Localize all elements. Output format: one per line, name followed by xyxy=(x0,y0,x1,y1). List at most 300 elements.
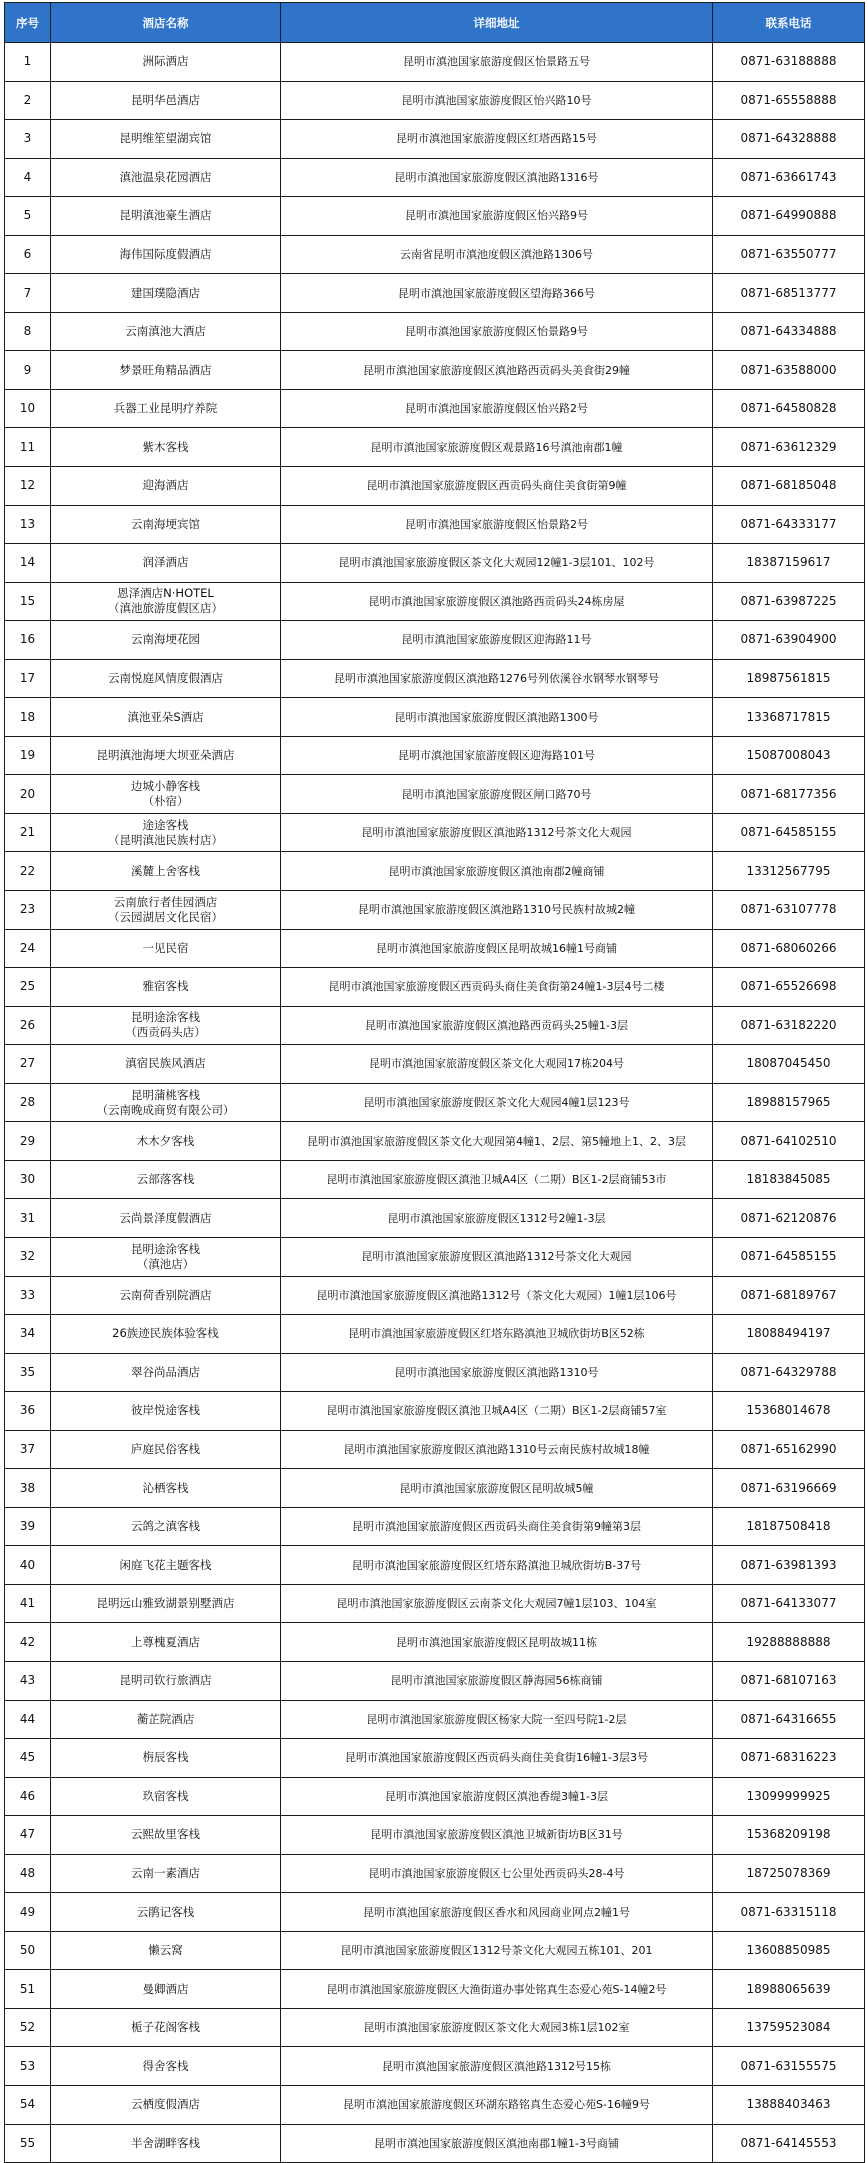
phone-cell: 0871-68107163 xyxy=(713,1661,865,1700)
hotel-name-line: 半舍湖畔客栈 xyxy=(131,2135,200,2150)
row-index: 32 xyxy=(5,1237,51,1276)
hotel-name-cell xyxy=(51,1160,281,1199)
table-row xyxy=(5,1546,865,1585)
address-cell: 昆明市滇池国家旅游度假区静海园56栋商铺 xyxy=(281,1661,713,1700)
address-cell: 昆明市滇池国家旅游度假区滇池路西贡码头24栋房屋 xyxy=(281,582,713,621)
table-row xyxy=(5,2008,865,2047)
hotel-name-cell xyxy=(51,312,281,351)
row-index: 7 xyxy=(5,274,51,313)
phone-cell: 15087008043 xyxy=(713,736,865,775)
row-index: 40 xyxy=(5,1546,51,1585)
phone-cell: 0871-63987225 xyxy=(713,582,865,621)
address-cell: 昆明市滇池国家旅游度假区西贡码头商住美食街16幢1-3层3号 xyxy=(281,1739,713,1778)
phone-cell: 0871-63196669 xyxy=(713,1469,865,1508)
phone-cell: 0871-64990888 xyxy=(713,197,865,236)
address-cell: 昆明市滇池国家旅游度假区滇池卫城A4区（二期）B区1-2层商铺57室 xyxy=(281,1392,713,1431)
hotel-name-cell xyxy=(51,505,281,544)
table-row xyxy=(5,1276,865,1315)
row-index: 22 xyxy=(5,852,51,891)
address-cell: 昆明市滇池国家旅游度假区昆明故城11栋 xyxy=(281,1623,713,1662)
table-row xyxy=(5,1430,865,1469)
address-cell: 昆明市滇池国家旅游度假区滇池路1312号（茶文化大观园）1幢1层106号 xyxy=(281,1276,713,1315)
hotel-name-cell xyxy=(51,1700,281,1739)
row-index: 12 xyxy=(5,467,51,506)
row-index: 17 xyxy=(5,659,51,698)
address-cell: 昆明市滇池国家旅游度假区滇池南郡2幢商铺 xyxy=(281,852,713,891)
header-address: 详细地址 xyxy=(281,3,713,43)
hotel-name-line: 云尚景泽度假酒店 xyxy=(119,1210,212,1225)
address-cell: 昆明市滇池国家旅游度假区滇池路西贡码头美食街29幢 xyxy=(281,351,713,390)
hotel-table xyxy=(4,2,865,2163)
row-index: 31 xyxy=(5,1199,51,1238)
hotel-name-line: 栀子花阁客栈 xyxy=(131,2020,200,2035)
phone-cell: 13888403463 xyxy=(713,2085,865,2124)
hotel-name-cell xyxy=(51,1546,281,1585)
table-row xyxy=(5,1160,865,1199)
row-index: 43 xyxy=(5,1661,51,1700)
hotel-name-line: 恩泽酒店N·HOTEL xyxy=(117,586,214,601)
header-phone: 联系电话 xyxy=(713,3,865,43)
hotel-name-cell xyxy=(51,1083,281,1122)
phone-cell: 0871-68177356 xyxy=(713,775,865,814)
table-row xyxy=(5,312,865,351)
address-cell: 昆明市滇池国家旅游度假区昆明故城16幢1号商铺 xyxy=(281,929,713,968)
hotel-name-line: 蘅芷院酒店 xyxy=(136,1711,195,1726)
header-row xyxy=(5,3,865,43)
table-row xyxy=(5,1816,865,1855)
address-cell: 昆明市滇池国家旅游度假区望海路366号 xyxy=(281,274,713,313)
address-cell: 昆明市滇池国家旅游度假区昆明故城5幢 xyxy=(281,1469,713,1508)
phone-cell: 0871-63661743 xyxy=(713,158,865,197)
hotel-name-line: 云栖度假酒店 xyxy=(131,2097,200,2112)
row-index: 24 xyxy=(5,929,51,968)
phone-cell: 13312567795 xyxy=(713,852,865,891)
hotel-name-cell xyxy=(51,1276,281,1315)
row-index: 52 xyxy=(5,2008,51,2047)
phone-cell: 0871-65526698 xyxy=(713,968,865,1007)
phone-cell: 18183845085 xyxy=(713,1160,865,1199)
phone-cell: 0871-64133077 xyxy=(713,1584,865,1623)
phone-cell: 18387159617 xyxy=(713,544,865,583)
row-index: 4 xyxy=(5,158,51,197)
address-cell: 昆明市滇池国家旅游度假区滇池卫城A4区（二期）B区1-2层商铺53市 xyxy=(281,1160,713,1199)
hotel-name-line: 兵器工业昆明疗养院 xyxy=(113,401,218,416)
hotel-name-cell xyxy=(51,1353,281,1392)
hotel-name-line: 昆明途涂客栈 xyxy=(131,1241,200,1256)
table-row xyxy=(5,1661,865,1700)
hotel-name-line: 润泽酒店 xyxy=(142,555,189,570)
hotel-name-line: 云南悦庭风情度假酒店 xyxy=(108,671,223,686)
table-row xyxy=(5,1353,865,1392)
address-cell: 昆明市滇池国家旅游度假区茶文化大观园第4幢1、2层、第5幢地上1、2、3层 xyxy=(281,1122,713,1161)
row-index: 48 xyxy=(5,1854,51,1893)
table-row xyxy=(5,2047,865,2086)
table-row xyxy=(5,158,865,197)
row-index: 14 xyxy=(5,544,51,583)
table-row xyxy=(5,81,865,120)
phone-cell: 0871-64329788 xyxy=(713,1353,865,1392)
hotel-name-line: 云部落客栈 xyxy=(136,1172,195,1187)
address-cell: 昆明市滇池国家旅游度假区大渔街道办事处铭真生态爱心苑S-14幢2号 xyxy=(281,1970,713,2009)
hotel-name-cell xyxy=(51,1469,281,1508)
address-cell: 昆明市滇池国家旅游度假区观景路16号滇池南郡1幢 xyxy=(281,428,713,467)
hotel-name-cell xyxy=(51,1931,281,1970)
phone-cell: 0871-63904900 xyxy=(713,621,865,660)
hotel-name-cell xyxy=(51,1507,281,1546)
address-cell: 昆明市滇池国家旅游度假区杨家大院一至四号院1-2层 xyxy=(281,1700,713,1739)
row-index: 30 xyxy=(5,1160,51,1199)
hotel-name-cell xyxy=(51,736,281,775)
address-cell: 昆明市滇池国家旅游度假区西贡码头商住美食街第9幢第3层 xyxy=(281,1507,713,1546)
phone-cell: 0871-64585155 xyxy=(713,813,865,852)
hotel-name-cell xyxy=(51,852,281,891)
table-row xyxy=(5,1199,865,1238)
hotel-name-line: （西贡码头店） xyxy=(125,1025,206,1040)
address-cell: 昆明市滇池国家旅游度假区茶文化大观园4幢1层123号 xyxy=(281,1083,713,1122)
hotel-name-line: 得舍客栈 xyxy=(142,2058,189,2073)
phone-cell: 0871-64580828 xyxy=(713,389,865,428)
hotel-name-line: 云南一素酒店 xyxy=(131,1865,200,1880)
hotel-name-cell xyxy=(51,968,281,1007)
hotel-name-cell xyxy=(51,2008,281,2047)
hotel-name-cell xyxy=(51,1122,281,1161)
hotel-name-line: 昆明蒲桃客栈 xyxy=(131,1087,200,1102)
row-index: 29 xyxy=(5,1122,51,1161)
hotel-name-line: 梦景旺角精品酒店 xyxy=(119,362,212,377)
row-index: 10 xyxy=(5,389,51,428)
hotel-name-cell xyxy=(51,1006,281,1045)
row-index: 36 xyxy=(5,1392,51,1431)
hotel-name-line: （云南晚成商贸有限公司） xyxy=(96,1102,235,1117)
hotel-name-line: （滇池店） xyxy=(136,1256,195,1271)
table-row xyxy=(5,736,865,775)
hotel-name-line: 上尊槐夏酒店 xyxy=(131,1634,200,1649)
address-cell: 昆明市滇池国家旅游度假区香水和风园商业网点2幢1号 xyxy=(281,1893,713,1932)
hotel-name-line: 紫木客栈 xyxy=(142,439,189,454)
table-row xyxy=(5,235,865,274)
phone-cell: 0871-64316655 xyxy=(713,1700,865,1739)
table-row xyxy=(5,1584,865,1623)
row-index: 33 xyxy=(5,1276,51,1315)
table-row xyxy=(5,120,865,159)
hotel-name-cell xyxy=(51,274,281,313)
address-cell: 昆明市滇池国家旅游度假区滇池路1310号云南民族村故城18幢 xyxy=(281,1430,713,1469)
hotel-name-line: （昆明滇池民族村店） xyxy=(108,832,223,847)
phone-cell: 18725078369 xyxy=(713,1854,865,1893)
table-row xyxy=(5,1237,865,1276)
table-row xyxy=(5,544,865,583)
row-index: 53 xyxy=(5,2047,51,2086)
hotel-name-line: 木木夕客栈 xyxy=(136,1133,195,1148)
hotel-name-cell xyxy=(51,1430,281,1469)
address-cell: 昆明市滇池国家旅游度假区云南茶文化大观园7幢1层103、104室 xyxy=(281,1584,713,1623)
hotel-name-cell xyxy=(51,81,281,120)
row-index: 21 xyxy=(5,813,51,852)
phone-cell: 0871-68316223 xyxy=(713,1739,865,1778)
hotel-name-cell xyxy=(51,891,281,930)
hotel-name-cell xyxy=(51,2124,281,2163)
hotel-name-cell xyxy=(51,1893,281,1932)
table-row xyxy=(5,428,865,467)
phone-cell: 0871-68185048 xyxy=(713,467,865,506)
address-cell: 昆明市滇池国家旅游度假区滇池路1276号列依溪谷水钢琴水钢琴号 xyxy=(281,659,713,698)
row-index: 15 xyxy=(5,582,51,621)
table-row xyxy=(5,43,865,82)
address-cell: 云南省昆明市滇池度假区滇池路1306号 xyxy=(281,235,713,274)
table-row xyxy=(5,1083,865,1122)
hotel-name-cell xyxy=(51,1854,281,1893)
row-index: 28 xyxy=(5,1083,51,1122)
address-cell: 昆明市滇池国家旅游度假区茶文化大观园3栋1层102室 xyxy=(281,2008,713,2047)
hotel-name-cell xyxy=(51,1777,281,1816)
hotel-name-cell xyxy=(51,1970,281,2009)
row-index: 45 xyxy=(5,1739,51,1778)
hotel-name-cell xyxy=(51,659,281,698)
hotel-name-line: 洲际酒店 xyxy=(142,54,189,69)
phone-cell: 18988157965 xyxy=(713,1083,865,1122)
hotel-name-line: 海伟国际度假酒店 xyxy=(119,247,212,261)
hotel-name-line: 云熙故里客栈 xyxy=(131,1827,200,1842)
address-cell: 昆明市滇池国家旅游度假区滇池卫城新街坊B区31号 xyxy=(281,1816,713,1855)
hotel-name-line: 云南海埂花园 xyxy=(131,632,200,647)
hotel-name-line: 昆明滇池豪生酒店 xyxy=(119,208,212,223)
table-row xyxy=(5,467,865,506)
hotel-name-cell xyxy=(51,582,281,621)
table-row xyxy=(5,929,865,968)
row-index: 19 xyxy=(5,736,51,775)
row-index: 51 xyxy=(5,1970,51,2009)
row-index: 55 xyxy=(5,2124,51,2163)
address-cell: 昆明市滇池国家旅游度假区茶文化大观园12幢1-3层101、102号 xyxy=(281,544,713,583)
phone-cell: 0871-64145553 xyxy=(713,2124,865,2163)
address-cell: 昆明市滇池国家旅游度假区红塔西路15号 xyxy=(281,120,713,159)
hotel-name-cell xyxy=(51,120,281,159)
hotel-name-line: 昆明维笙望湖宾馆 xyxy=(119,131,212,146)
phone-cell: 18187508418 xyxy=(713,1507,865,1546)
hotel-name-line: 一见民宿 xyxy=(142,940,189,955)
address-cell: 昆明市滇池国家旅游度假区怡景路五号 xyxy=(281,43,713,82)
hotel-name-cell xyxy=(51,544,281,583)
row-index: 26 xyxy=(5,1006,51,1045)
row-index: 27 xyxy=(5,1045,51,1084)
row-index: 44 xyxy=(5,1700,51,1739)
hotel-name-cell xyxy=(51,1816,281,1855)
phone-cell: 13099999925 xyxy=(713,1777,865,1816)
table-body xyxy=(5,43,865,2163)
address-cell: 昆明市滇池国家旅游度假区环湖东路铭真生态爱心苑S-16幢9号 xyxy=(281,2085,713,2124)
hotel-name-cell xyxy=(51,351,281,390)
phone-cell: 0871-68513777 xyxy=(713,274,865,313)
row-index: 38 xyxy=(5,1469,51,1508)
hotel-name-line: 懒云窝 xyxy=(148,1943,183,1958)
hotel-name-line: 途途客栈 xyxy=(142,817,189,832)
table-row xyxy=(5,659,865,698)
table-row xyxy=(5,813,865,852)
address-cell: 昆明市滇池国家旅游度假区茶文化大观园17栋204号 xyxy=(281,1045,713,1084)
hotel-name-cell xyxy=(51,43,281,82)
address-cell: 昆明市滇池国家旅游度假区1312号2幢1-3层 xyxy=(281,1199,713,1238)
hotel-name-cell xyxy=(51,1199,281,1238)
address-cell: 昆明市滇池国家旅游度假区滇池路1312号茶文化大观园 xyxy=(281,1237,713,1276)
address-cell: 昆明市滇池国家旅游度假区滇池路1300号 xyxy=(281,698,713,737)
phone-cell: 13368717815 xyxy=(713,698,865,737)
phone-cell: 0871-63612329 xyxy=(713,428,865,467)
row-index: 54 xyxy=(5,2085,51,2124)
table-row xyxy=(5,389,865,428)
hotel-name-line: 昆明华邑酒店 xyxy=(131,92,200,107)
hotel-name-line: 边城小静客栈 xyxy=(131,779,200,794)
hotel-name-cell xyxy=(51,2085,281,2124)
hotel-name-line: 翠谷尚品酒店 xyxy=(131,1364,200,1379)
hotel-name-cell xyxy=(51,813,281,852)
hotel-name-line: 昆明远山雅致湖景别墅酒店 xyxy=(96,1596,235,1611)
row-index: 2 xyxy=(5,81,51,120)
row-index: 39 xyxy=(5,1507,51,1546)
phone-cell: 0871-63981393 xyxy=(713,1546,865,1585)
row-index: 25 xyxy=(5,968,51,1007)
table-row xyxy=(5,1392,865,1431)
table-row xyxy=(5,698,865,737)
address-cell: 昆明市滇池国家旅游度假区迎海路11号 xyxy=(281,621,713,660)
hotel-name-cell xyxy=(51,235,281,274)
hotel-name-cell xyxy=(51,158,281,197)
hotel-name-line: 云南海埂宾馆 xyxy=(131,516,200,531)
phone-cell: 0871-64102510 xyxy=(713,1122,865,1161)
phone-cell: 0871-64334888 xyxy=(713,312,865,351)
hotel-name-cell xyxy=(51,1584,281,1623)
row-index: 6 xyxy=(5,235,51,274)
address-cell: 昆明市滇池国家旅游度假区红塔东路滇池卫城欣街坊B-37号 xyxy=(281,1546,713,1585)
row-index: 34 xyxy=(5,1315,51,1354)
row-index: 16 xyxy=(5,621,51,660)
address-cell: 昆明市滇池国家旅游度假区怡兴路9号 xyxy=(281,197,713,236)
hotel-name-line: 沁栖客栈 xyxy=(142,1480,189,1495)
hotel-name-line: 滇宿民族风酒店 xyxy=(125,1056,206,1071)
address-cell: 昆明市滇池国家旅游度假区1312号茶文化大观园五栋101、201 xyxy=(281,1931,713,1970)
table-row xyxy=(5,1122,865,1161)
table-row xyxy=(5,197,865,236)
table-row xyxy=(5,1623,865,1662)
row-index: 18 xyxy=(5,698,51,737)
hotel-name-line: 闲庭飞花主题客栈 xyxy=(119,1557,212,1572)
hotel-name-line: 云南滇池大酒店 xyxy=(125,324,206,339)
table-row xyxy=(5,1777,865,1816)
table-row xyxy=(5,351,865,390)
row-index: 41 xyxy=(5,1584,51,1623)
table-row xyxy=(5,1854,865,1893)
table-row xyxy=(5,852,865,891)
table-row xyxy=(5,1700,865,1739)
row-index: 11 xyxy=(5,428,51,467)
address-cell: 昆明市滇池国家旅游度假区七公里处西贡码头28-4号 xyxy=(281,1854,713,1893)
hotel-name-line: 云南荷香别院酒店 xyxy=(119,1287,212,1302)
table-row xyxy=(5,968,865,1007)
table-row xyxy=(5,1006,865,1045)
phone-cell: 18087045450 xyxy=(713,1045,865,1084)
hotel-name-line: 彼岸悦途客栈 xyxy=(131,1403,200,1418)
phone-cell: 0871-68189767 xyxy=(713,1276,865,1315)
address-cell: 昆明市滇池国家旅游度假区滇池路1310号民族村故城2幢 xyxy=(281,891,713,930)
phone-cell: 0871-63188888 xyxy=(713,43,865,82)
hotel-name-line: 迎海酒店 xyxy=(142,478,189,493)
hotel-name-line: 昆明司钦行旅酒店 xyxy=(119,1673,212,1688)
table-row xyxy=(5,1315,865,1354)
row-index: 49 xyxy=(5,1893,51,1932)
address-cell: 昆明市滇池国家旅游度假区红塔东路滇池卫城欣街坊B区52栋 xyxy=(281,1315,713,1354)
row-index: 1 xyxy=(5,43,51,82)
row-index: 8 xyxy=(5,312,51,351)
table-row xyxy=(5,1045,865,1084)
phone-cell: 0871-63155575 xyxy=(713,2047,865,2086)
header-index: 序号 xyxy=(5,3,51,43)
table-row xyxy=(5,1739,865,1778)
phone-cell: 0871-63588000 xyxy=(713,351,865,390)
phone-cell: 19288888888 xyxy=(713,1623,865,1662)
address-cell: 昆明市滇池国家旅游度假区滇池香缇3幢1-3层 xyxy=(281,1777,713,1816)
phone-cell: 18987561815 xyxy=(713,659,865,698)
address-cell: 昆明市滇池国家旅游度假区滇池路1312号茶文化大观园 xyxy=(281,813,713,852)
table-row xyxy=(5,1893,865,1932)
hotel-name-line: 云南旅行者佳园酒店 xyxy=(113,894,218,909)
table-row xyxy=(5,1507,865,1546)
hotel-name-line: 云鹃记客栈 xyxy=(136,1904,195,1919)
row-index: 23 xyxy=(5,891,51,930)
hotel-name-cell xyxy=(51,1739,281,1778)
hotel-name-line: 昆明途涂客栈 xyxy=(131,1010,200,1025)
phone-cell: 0871-63182220 xyxy=(713,1006,865,1045)
hotel-name-line: 栴辰客栈 xyxy=(142,1750,189,1765)
hotel-name-line: 建国璞隐酒店 xyxy=(131,285,200,300)
address-cell: 昆明市滇池国家旅游度假区滇池南郡1幢1-3号商铺 xyxy=(281,2124,713,2163)
phone-cell: 18988065639 xyxy=(713,1970,865,2009)
hotel-name-line: 庐庭民俗客栈 xyxy=(131,1441,200,1456)
hotel-name-line: 雅宿客栈 xyxy=(142,979,189,994)
phone-cell: 13759523084 xyxy=(713,2008,865,2047)
phone-cell: 18088494197 xyxy=(713,1315,865,1354)
table-row xyxy=(5,1469,865,1508)
table-row xyxy=(5,2085,865,2124)
row-index: 5 xyxy=(5,197,51,236)
address-cell: 昆明市滇池国家旅游度假区闸口路70号 xyxy=(281,775,713,814)
hotel-name-line: 26族迹民族体验客栈 xyxy=(112,1326,219,1341)
hotel-name-cell xyxy=(51,1392,281,1431)
row-index: 50 xyxy=(5,1931,51,1970)
table-row xyxy=(5,2124,865,2163)
table-row xyxy=(5,891,865,930)
row-index: 46 xyxy=(5,1777,51,1816)
hotel-name-line: 昆明滇池海埂大坝亚朵酒店 xyxy=(96,748,235,763)
hotel-name-cell xyxy=(51,428,281,467)
phone-cell: 0871-63107778 xyxy=(713,891,865,930)
hotel-name-cell xyxy=(51,929,281,968)
hotel-name-line: 曼卿酒店 xyxy=(142,1981,189,1996)
hotel-name-line: 玖宿客栈 xyxy=(142,1788,189,1803)
table-row xyxy=(5,1931,865,1970)
address-cell: 昆明市滇池国家旅游度假区怡兴路2号 xyxy=(281,389,713,428)
row-index: 20 xyxy=(5,775,51,814)
table-header xyxy=(5,3,865,43)
hotel-name-cell xyxy=(51,2047,281,2086)
phone-cell: 15368014678 xyxy=(713,1392,865,1431)
hotel-name-line: （朴宿） xyxy=(142,794,189,809)
phone-cell: 0871-64328888 xyxy=(713,120,865,159)
phone-cell: 13608850985 xyxy=(713,1931,865,1970)
address-cell: 昆明市滇池国家旅游度假区迎海路101号 xyxy=(281,736,713,775)
address-cell: 昆明市滇池国家旅游度假区西贡码头商住美食街第24幢1-3层4号二楼 xyxy=(281,968,713,1007)
table-row xyxy=(5,505,865,544)
hotel-name-line: （云园湖居文化民宿） xyxy=(108,909,223,924)
phone-cell: 0871-65558888 xyxy=(713,81,865,120)
